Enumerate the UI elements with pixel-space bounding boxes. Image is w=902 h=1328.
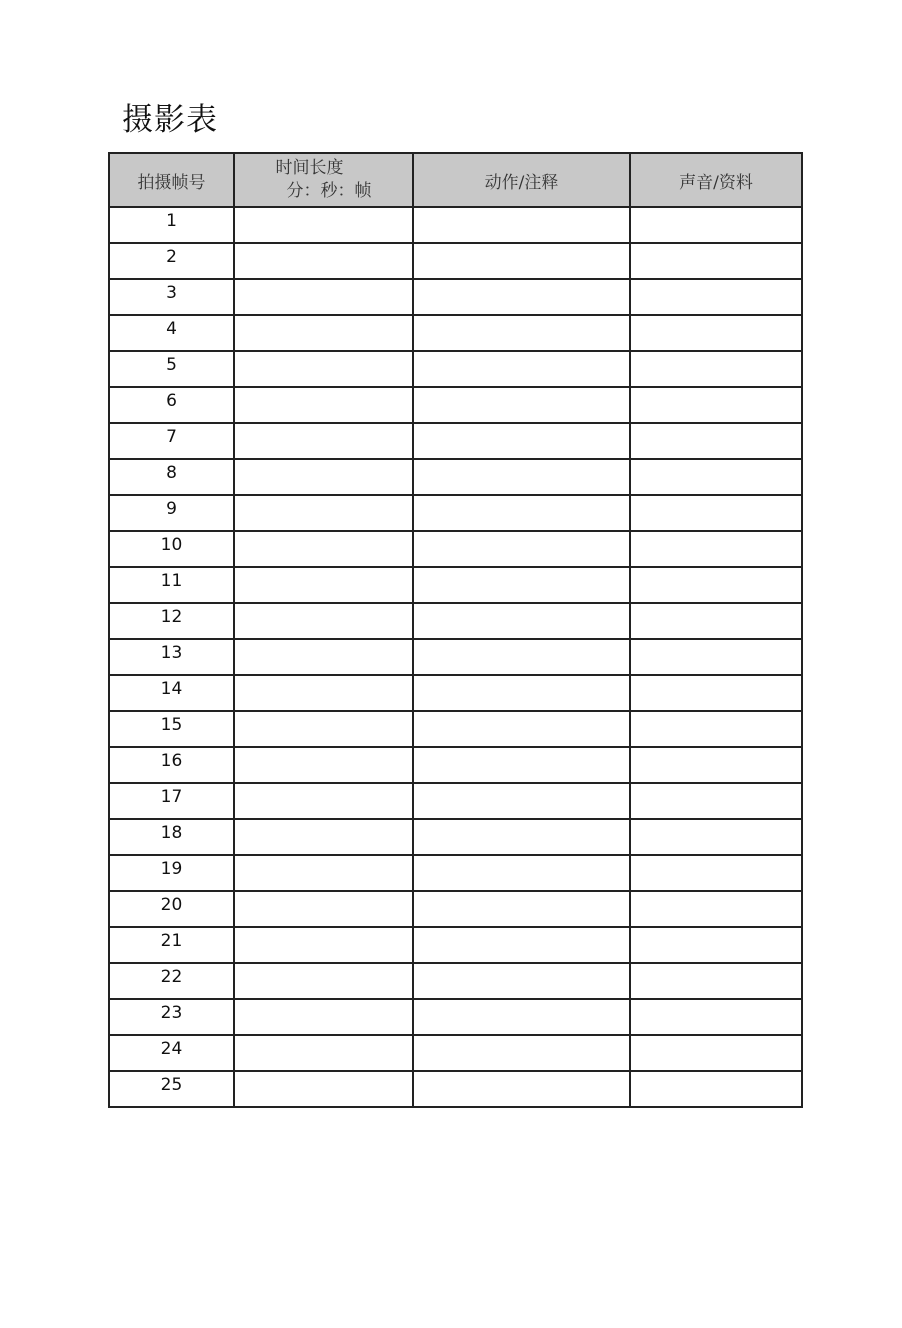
table-row: [109, 315, 802, 351]
sound-info-cell[interactable]: [630, 459, 802, 495]
duration-cell[interactable]: [234, 315, 413, 351]
frame-number-cell: 21: [109, 927, 234, 963]
action-notes-cell[interactable]: [413, 495, 630, 531]
action-notes-cell[interactable]: [413, 279, 630, 315]
table-row: [109, 1071, 802, 1107]
header-sound-info: 声音/资料: [630, 153, 802, 207]
table-row: [109, 351, 802, 387]
frame-number-cell: 22: [109, 963, 234, 999]
action-notes-cell[interactable]: [413, 819, 630, 855]
table-row: [109, 207, 802, 243]
frame-number-cell: 10: [109, 531, 234, 567]
table-row: [109, 891, 802, 927]
frame-number-cell: 25: [109, 1071, 234, 1107]
action-notes-cell[interactable]: [413, 423, 630, 459]
table-row: [109, 675, 802, 711]
table-row: [109, 387, 802, 423]
header-frame-number: 拍摄帧号: [109, 153, 234, 207]
duration-cell[interactable]: [234, 387, 413, 423]
frame-number-cell: 17: [109, 783, 234, 819]
sound-info-cell[interactable]: [630, 711, 802, 747]
frame-number-cell: 24: [109, 1035, 234, 1071]
duration-cell[interactable]: [234, 927, 413, 963]
sound-info-cell[interactable]: [630, 279, 802, 315]
frame-number-cell: 3: [109, 279, 234, 315]
duration-cell[interactable]: [234, 1035, 413, 1071]
duration-cell[interactable]: [234, 567, 413, 603]
action-notes-cell[interactable]: [413, 999, 630, 1035]
duration-cell[interactable]: [234, 819, 413, 855]
duration-cell[interactable]: [234, 351, 413, 387]
table-body: [109, 207, 802, 1107]
sound-info-cell[interactable]: [630, 1071, 802, 1107]
frame-number-cell: 12: [109, 603, 234, 639]
sound-info-cell[interactable]: [630, 567, 802, 603]
frame-number-cell: 6: [109, 387, 234, 423]
duration-cell[interactable]: [234, 459, 413, 495]
table-row: [109, 963, 802, 999]
header-duration-line1: 时间长度: [275, 158, 344, 178]
sound-info-cell[interactable]: [630, 855, 802, 891]
action-notes-cell[interactable]: [413, 711, 630, 747]
action-notes-cell[interactable]: [413, 675, 630, 711]
sound-info-cell[interactable]: [630, 999, 802, 1035]
frame-number-cell: 9: [109, 495, 234, 531]
duration-cell[interactable]: [234, 207, 413, 243]
frame-number-cell: 5: [109, 351, 234, 387]
table-row: [109, 243, 802, 279]
duration-cell[interactable]: [234, 675, 413, 711]
duration-cell[interactable]: [234, 531, 413, 567]
frame-number-cell: 2: [109, 243, 234, 279]
action-notes-cell[interactable]: [413, 963, 630, 999]
duration-cell[interactable]: [234, 279, 413, 315]
action-notes-cell[interactable]: [413, 783, 630, 819]
duration-cell[interactable]: [234, 1071, 413, 1107]
table-row: [109, 495, 802, 531]
action-notes-cell[interactable]: [413, 387, 630, 423]
frame-number-cell: 8: [109, 459, 234, 495]
table-row: [109, 459, 802, 495]
action-notes-cell[interactable]: [413, 1071, 630, 1107]
sound-info-cell[interactable]: [630, 1035, 802, 1071]
table-row: [109, 531, 802, 567]
sound-info-cell[interactable]: [630, 387, 802, 423]
frame-number-cell: 19: [109, 855, 234, 891]
duration-cell[interactable]: [234, 783, 413, 819]
header-duration-line2: 分：秒：帧: [286, 181, 372, 201]
sound-info-cell[interactable]: [630, 351, 802, 387]
action-notes-cell[interactable]: [413, 927, 630, 963]
duration-cell[interactable]: [234, 423, 413, 459]
table-row: [109, 855, 802, 891]
action-notes-cell[interactable]: [413, 567, 630, 603]
sound-info-cell[interactable]: [630, 891, 802, 927]
table-row: [109, 423, 802, 459]
sound-info-cell[interactable]: [630, 495, 802, 531]
table-row: [109, 747, 802, 783]
duration-cell[interactable]: [234, 495, 413, 531]
duration-cell[interactable]: [234, 243, 413, 279]
sound-info-cell[interactable]: [630, 927, 802, 963]
sound-info-cell[interactable]: [630, 963, 802, 999]
sound-info-cell[interactable]: [630, 747, 802, 783]
action-notes-cell[interactable]: [413, 1035, 630, 1071]
frame-number-cell: 20: [109, 891, 234, 927]
table-header: [109, 153, 802, 207]
action-notes-cell[interactable]: [413, 639, 630, 675]
duration-cell[interactable]: [234, 999, 413, 1035]
action-notes-cell[interactable]: [413, 315, 630, 351]
action-notes-cell[interactable]: [413, 603, 630, 639]
action-notes-cell[interactable]: [413, 207, 630, 243]
sound-info-cell[interactable]: [630, 423, 802, 459]
table-row: [109, 639, 802, 675]
sound-info-cell[interactable]: [630, 639, 802, 675]
action-notes-cell[interactable]: [413, 459, 630, 495]
page-title: 摄影表: [122, 102, 218, 138]
frame-number-cell: 4: [109, 315, 234, 351]
frame-number-cell: 11: [109, 567, 234, 603]
duration-cell[interactable]: [234, 747, 413, 783]
frame-number-cell: 16: [109, 747, 234, 783]
sound-info-cell[interactable]: [630, 207, 802, 243]
table-row: [109, 999, 802, 1035]
sound-info-cell[interactable]: [630, 243, 802, 279]
sound-info-cell[interactable]: [630, 819, 802, 855]
table-row: [109, 567, 802, 603]
action-notes-cell[interactable]: [413, 531, 630, 567]
exposure-sheet-table: [108, 152, 803, 1108]
table-row: [109, 927, 802, 963]
duration-cell[interactable]: [234, 711, 413, 747]
header-row: [109, 153, 802, 207]
sound-info-cell[interactable]: [630, 603, 802, 639]
frame-number-cell: 23: [109, 999, 234, 1035]
action-notes-cell[interactable]: [413, 855, 630, 891]
table-row: [109, 711, 802, 747]
duration-cell[interactable]: [234, 891, 413, 927]
action-notes-cell[interactable]: [413, 747, 630, 783]
sound-info-cell[interactable]: [630, 531, 802, 567]
sound-info-cell[interactable]: [630, 783, 802, 819]
sound-info-cell[interactable]: [630, 675, 802, 711]
action-notes-cell[interactable]: [413, 891, 630, 927]
table-row: [109, 783, 802, 819]
action-notes-cell[interactable]: [413, 243, 630, 279]
frame-number-cell: 7: [109, 423, 234, 459]
table-row: [109, 1035, 802, 1071]
sound-info-cell[interactable]: [630, 315, 802, 351]
frame-number-cell: 1: [109, 207, 234, 243]
table-row: [109, 603, 802, 639]
table-row: [109, 279, 802, 315]
frame-number-cell: 18: [109, 819, 234, 855]
duration-cell[interactable]: [234, 963, 413, 999]
header-duration-label: [276, 157, 372, 203]
header-action-notes: 动作/注释: [413, 153, 630, 207]
frame-number-cell: 14: [109, 675, 234, 711]
duration-cell[interactable]: [234, 855, 413, 891]
table-row: [109, 819, 802, 855]
action-notes-cell[interactable]: [413, 351, 630, 387]
duration-cell[interactable]: [234, 603, 413, 639]
frame-number-cell: 15: [109, 711, 234, 747]
frame-number-cell: 13: [109, 639, 234, 675]
duration-cell[interactable]: [234, 639, 413, 675]
header-duration: [234, 153, 413, 207]
